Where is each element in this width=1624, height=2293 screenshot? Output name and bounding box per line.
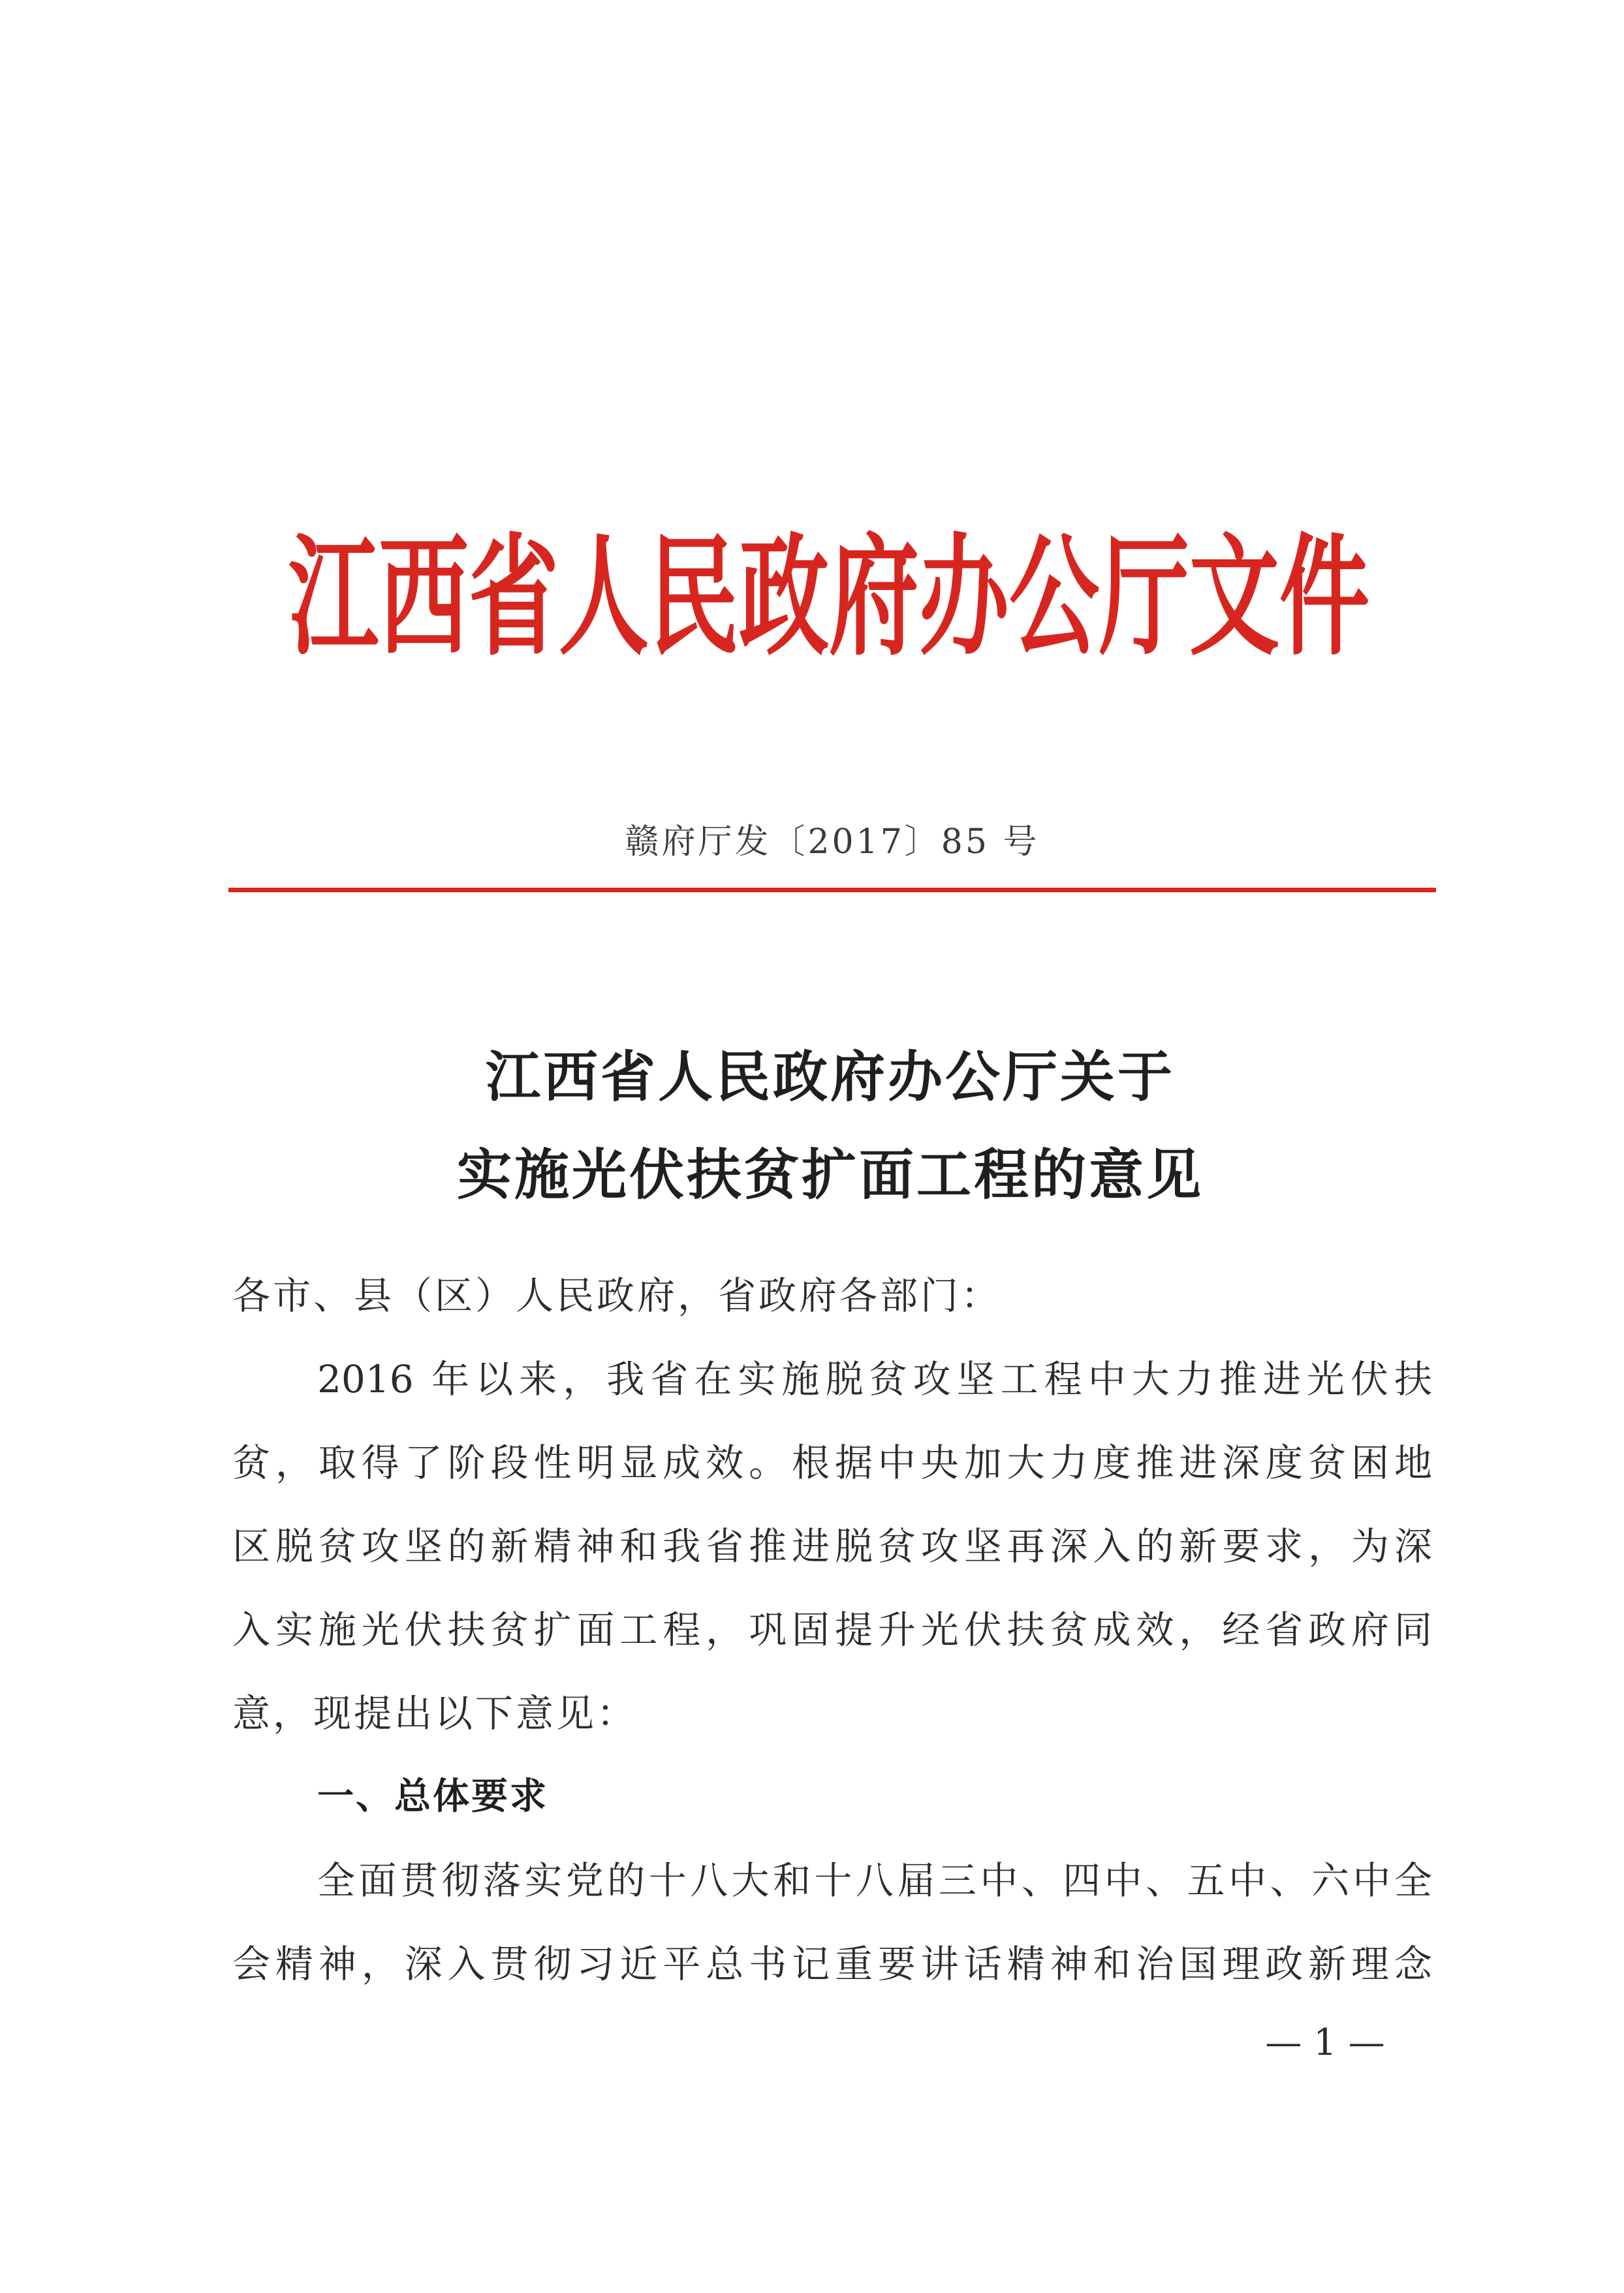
paragraph1-line: 入实施光伏扶贫扩面工程，巩固提升光伏扶贫成效，经省政府同 xyxy=(232,1608,1432,1652)
paragraph2-line: 全面贯彻落实党的十八大和十八届三中、四中、五中、六中全 xyxy=(317,1858,1432,1903)
document-title-line-1: 江西省人民政府办公厅关于 xyxy=(485,1044,1175,1109)
red-separator-line xyxy=(228,888,1436,892)
paragraph1-line: 意，现提出以下意见： xyxy=(232,1691,638,1736)
document-number: 赣府厅发〔2017〕85 号 xyxy=(625,822,1040,862)
paragraph1-line: 贫，取得了阶段性明显成效。根据中央加大力度推进深度贫困地 xyxy=(232,1441,1432,1485)
salutation: 各市、县（区）人民政府，省政府各部门： xyxy=(232,1273,1002,1318)
document-masthead xyxy=(46,520,1612,674)
page-number: — 1 — xyxy=(1265,2021,1385,2064)
section1-heading: 一、总体要求 xyxy=(317,1775,548,1818)
document-title-line-2: 实施光伏扶贫扩面工程的意见 xyxy=(456,1142,1204,1207)
paragraph1-line: 2016 年以来，我省在实施脱贫攻坚工程中大力推进光伏扶 xyxy=(317,1357,1432,1401)
masthead-title: 江西省人民政府办公厅文件 xyxy=(289,520,1370,674)
paragraph2-line: 会精神，深入贯彻习近平总书记重要讲话精神和治国理政新理念 xyxy=(232,1942,1432,1986)
document-body xyxy=(232,1254,1432,2006)
paragraph1-line: 区脱贫攻坚的新精神和我省推进脱贫攻坚再深入的新要求，为深 xyxy=(232,1524,1432,1568)
